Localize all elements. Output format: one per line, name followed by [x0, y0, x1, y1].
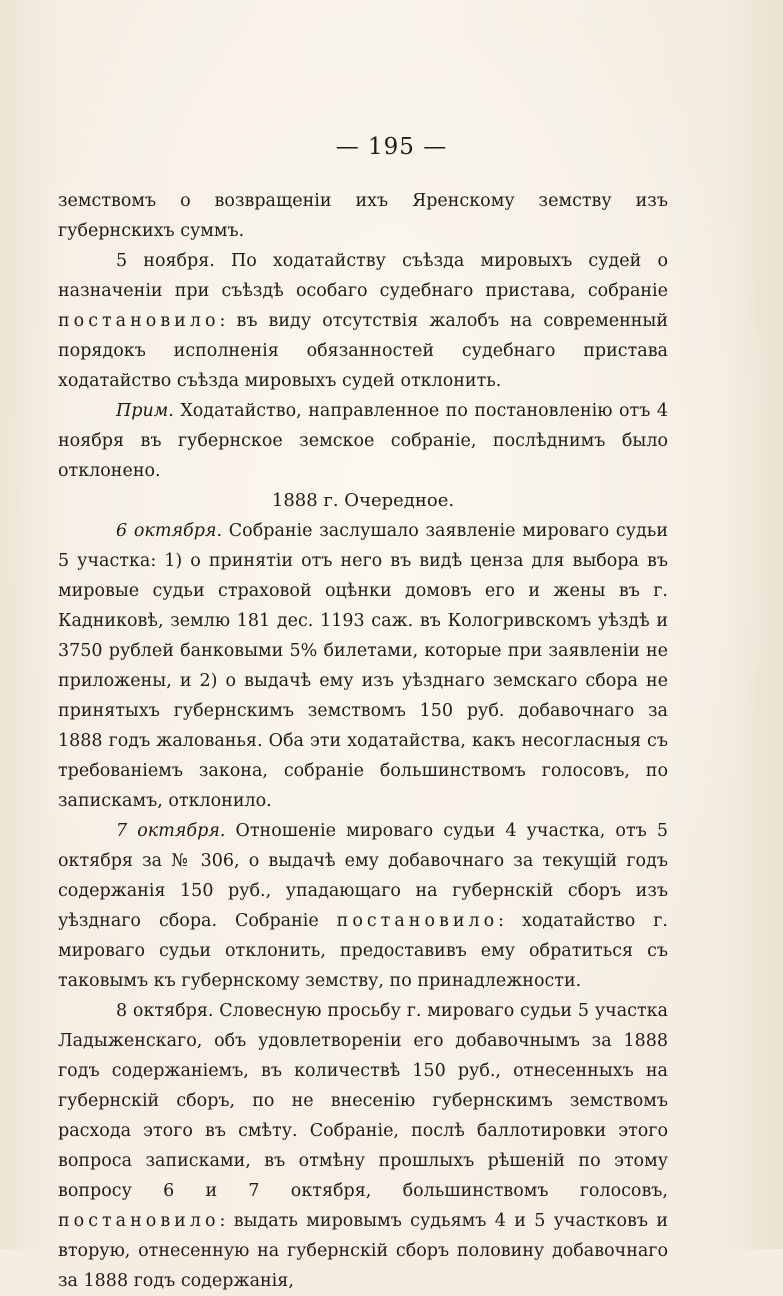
paragraph-note [58, 396, 668, 486]
spaced-resolution-word: постановило [58, 1211, 220, 1231]
paragraph-october-8 [58, 996, 668, 1296]
section-heading: 1888 г. Очередное. [271, 490, 455, 511]
paragraph-text: земствомъ о возвращеніи ихъ Яренскому земству изъ губернскихъ суммъ. [58, 191, 668, 241]
note-label: Прим. [116, 401, 174, 421]
spaced-resolution-word: постановило [58, 311, 220, 331]
page-number: — 195 — [335, 134, 448, 160]
paragraph-text: 8 октября. Словесную просьбу г. мироваго судьи 5 участка Ладыженскаго, объ удовлетвореніи его добавочнымъ за 1888 годъ содержаніемъ, въ количествѣ 150 руб., отнесенныхъ на губернскій сборъ, по не внесенію губернскимъ земствомъ расхода этого въ смѣту. Собраніе, послѣ баллотировки этого вопроса записками, въ отмѣну прошлыхъ рѣшеній по этому вопросу 6 и 7 октября, большинствомъ голосовъ, [58, 1001, 668, 1201]
note-text: Ходатайство, направленное по постановленію отъ 4 ноября въ губернское земское собраніе, послѣднимъ было отклонено. [58, 401, 668, 481]
body-text [58, 186, 668, 1296]
paragraph-october-6 [58, 516, 668, 816]
paragraph-date: 6 октября. [116, 521, 223, 541]
paragraph-continuation [58, 186, 668, 246]
spaced-resolution-word: постановило [336, 911, 499, 931]
paragraph-october-7 [58, 816, 668, 996]
paragraph-text: : ходатайство г. мироваго судьи отклонить, предоставивъ ему обратиться съ таковымъ къ губернскому земству, по принадлежности. [58, 911, 668, 991]
paragraph-text: : выдать мировымъ судьямъ 4 и 5 участковъ и вторую, отнесенную на губернскій сборъ половину добавочнаго за 1888 годъ содержанія, [58, 1211, 668, 1291]
paragraph-text: Отношеніе мироваго судьи 4 участка, отъ 5 октября за № 306, о выдачѣ ему добавочнаго за текущій годъ содержанія 150 руб., упадающаго на губернскій сборъ изъ уѣзднаго сбора. Собраніе [58, 821, 668, 931]
paragraph-date: 7 октября. [116, 821, 226, 841]
paragraph-text: : въ виду отсутствія жалобъ на современный порядокъ исполненія обязанностей судебнаго пристава ходатайство съѣзда мировыхъ судей отклонить. [58, 311, 668, 391]
paragraph-text: Собраніе заслушало заявленіе мироваго судьи 5 участка: 1) о принятіи отъ него въ видѣ ценза для выбора въ мировые судьи страховой оцѣнки домовъ его и жены въ г. Кадниковѣ, землю 181 дес. 1193 саж. въ Кологривскомъ уѣздѣ и 3750 рублей банковыми 5% билетами, которые при заявленіи не приложены, и 2) о выдачѣ ему изъ уѣзднаго земскаго сбора не принятыхъ губернскимъ земствомъ 150 руб. добавочнаго за 1888 годъ жалованья. Оба эти ходатайства, какъ несогласныя съ требованіемъ закона, собраніе большинствомъ голосовъ, по запискамъ, отклонило. [58, 521, 668, 811]
paragraph-november-5 [58, 246, 668, 396]
paragraph-text: 5 ноября. По ходатайству съѣзда мировыхъ судей о назначеніи при съѣздѣ особаго судебнаго пристава, собраніе [58, 251, 668, 301]
